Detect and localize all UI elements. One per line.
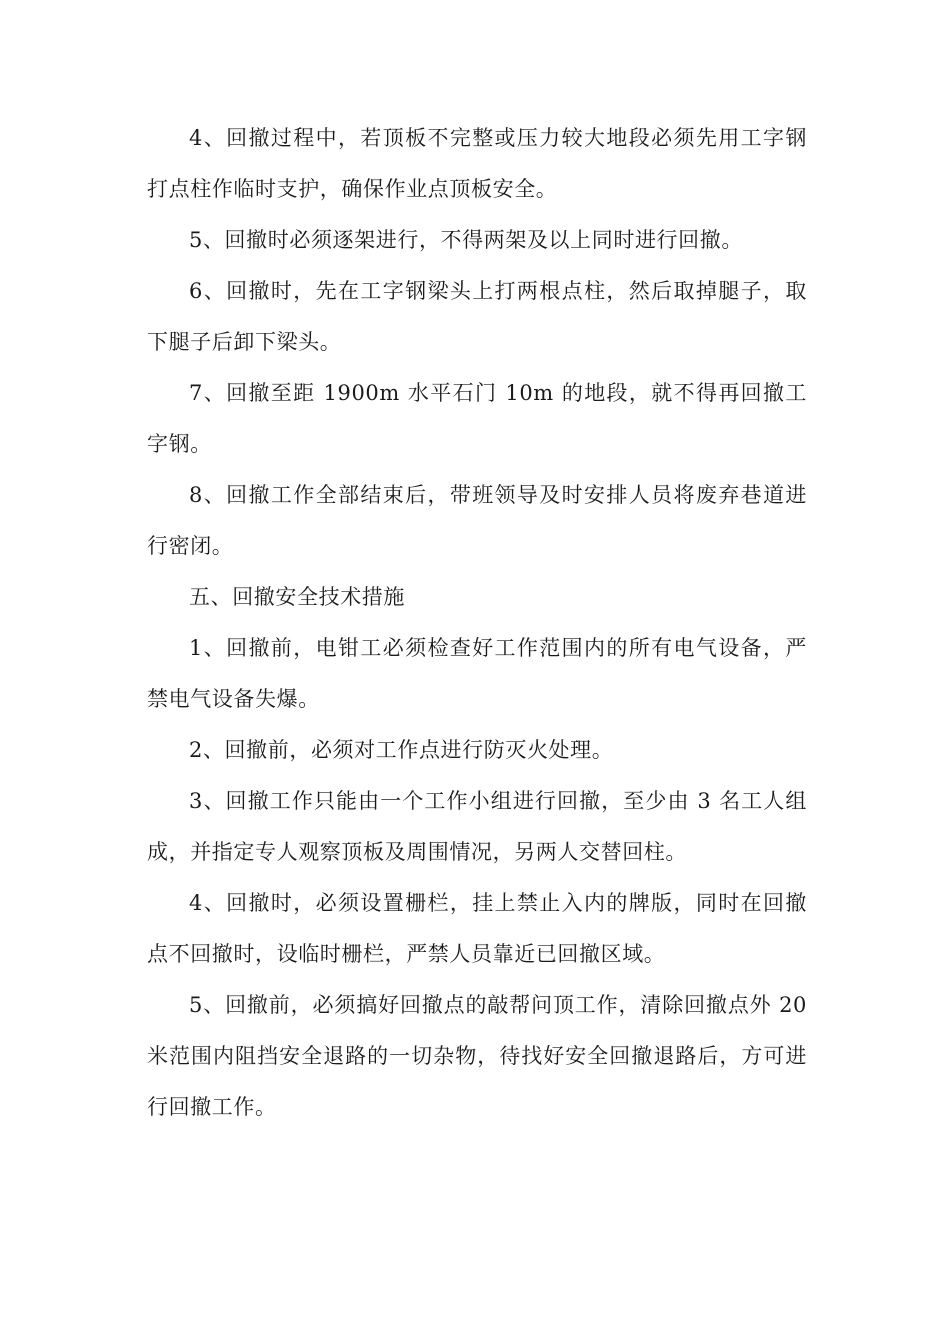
paragraph-item-8: 8、回撤工作全部结束后，带班领导及时安排人员将废弃巷道进行密闭。 — [147, 483, 807, 558]
paragraph-item-6: 6、回撤时，先在工字钢梁头上打两根点柱，然后取掉腿子，取下腿子后卸下梁头。 — [147, 279, 807, 354]
section-paragraph-3: 3、回撤工作只能由一个工作小组进行回撤，至少由 3 名工人组成，并指定专人观察顶板及周围情况，另两人交替回柱。 — [147, 789, 807, 864]
section-heading: 五、回撤安全技术措施 — [189, 585, 405, 609]
section-paragraph-4: 4、回撤时，必须设置栅栏，挂上禁止入内的牌版，同时在回撤点不回撤时，设临时栅栏，严禁人员靠近已回撤区域。 — [147, 891, 807, 966]
section-paragraph-2: 2、回撤前，必须对工作点进行防灭火处理。 — [189, 738, 614, 762]
section-paragraph-5: 5、回撤前，必须搞好回撤点的敲帮问顶工作，清除回撤点外 20 米范围内阻挡安全退路的一切杂物，待找好安全回撤退路后，方可进行回撤工作。 — [147, 993, 807, 1119]
paragraph-item-7: 7、回撤至距 1900m 水平石门 10m 的地段，就不得再回撤工字钢。 — [147, 381, 807, 456]
section-paragraph-1: 1、回撤前，电钳工必须检查好工作范围内的所有电气设备，严禁电气设备失爆。 — [147, 636, 807, 711]
document-body — [147, 113, 807, 1133]
paragraph-item-5: 5、回撤时必须逐架进行，不得两架及以上同时进行回撤。 — [189, 228, 743, 252]
paragraph-item-4: 4、回撤过程中，若顶板不完整或压力较大地段必须先用工字钢打点柱作临时支护，确保作业点顶板安全。 — [147, 126, 807, 201]
